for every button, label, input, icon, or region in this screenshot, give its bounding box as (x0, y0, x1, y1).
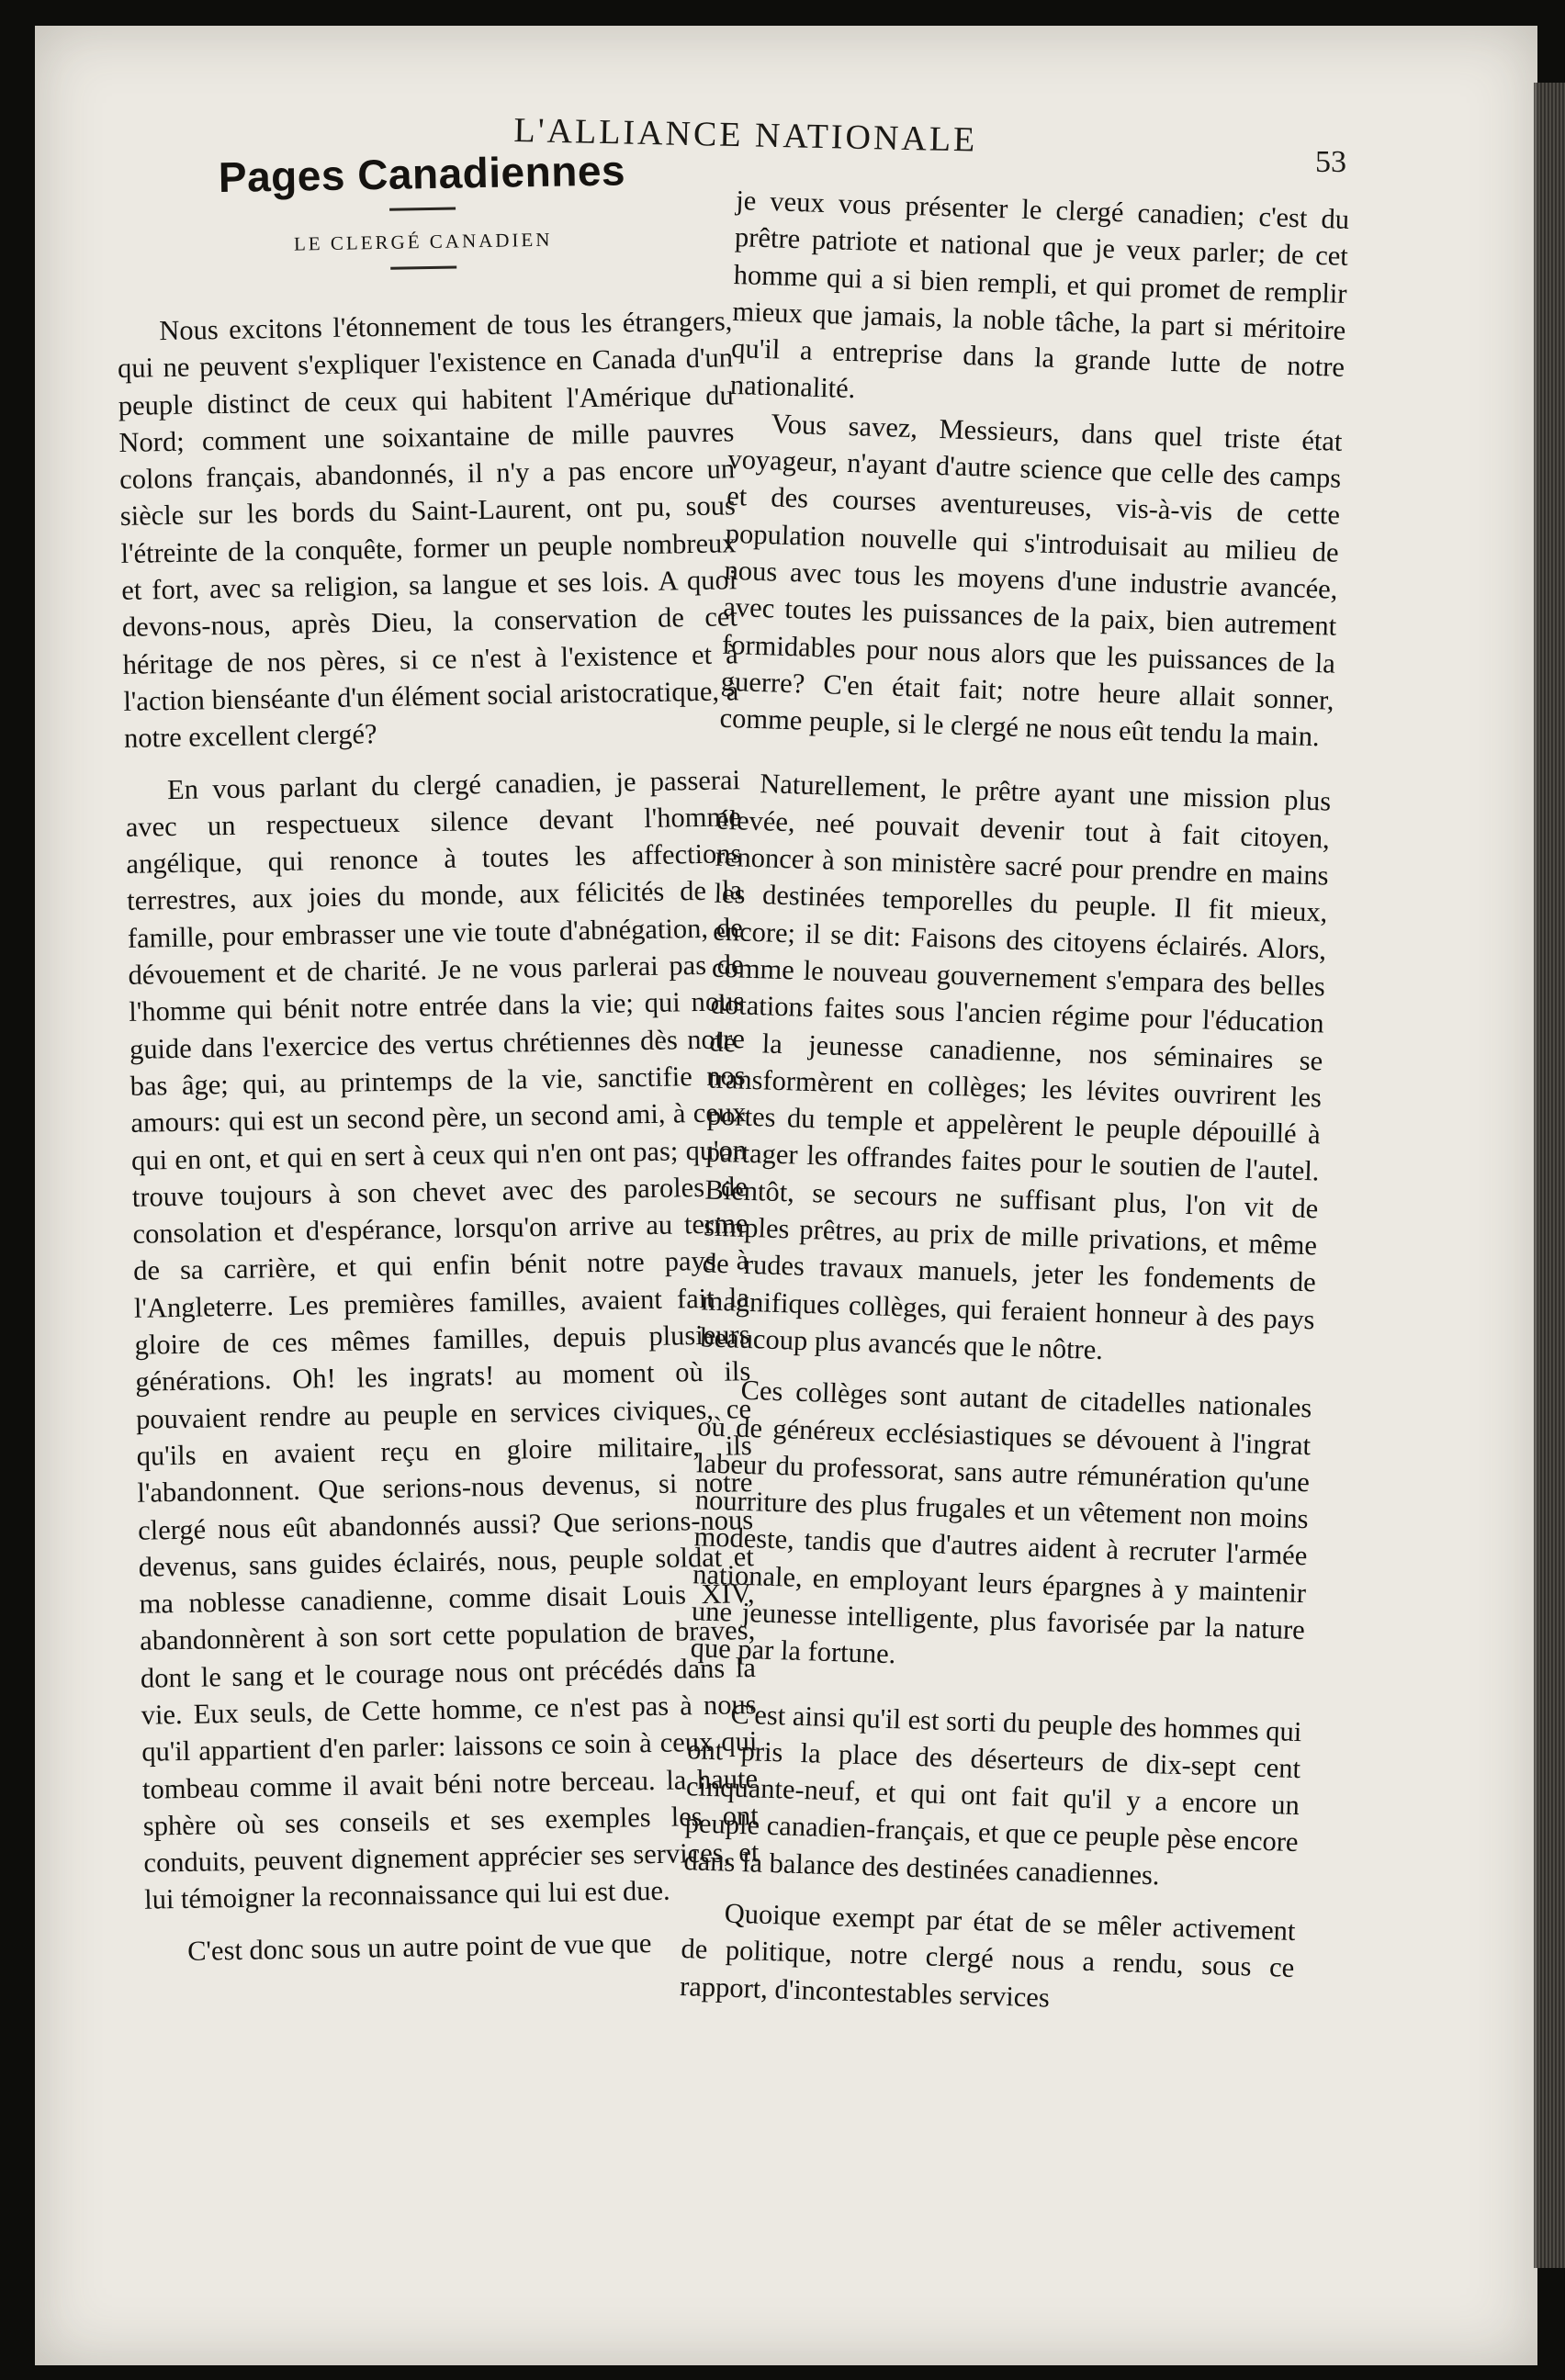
left-column (114, 143, 760, 1970)
page-number: 53 (1315, 145, 1346, 179)
paragraph: C'est ainsi qu'il est sorti du peuple des hommes qui ont pris la place des déserteurs de dix-sept cent cinquante-neuf, et qui ont fait qu'il y a encore un peuple canadien-français, et que ce peuple pèse encore dans la balance des destinées canadiennes. (683, 1698, 1302, 1892)
book-page-edges (1534, 83, 1565, 2268)
title-rule (389, 208, 456, 211)
paragraph: Naturellement, le prêtre ayant une mission plus élevée, neé pouvait devenir tout à fait citoyen, renoncer à son ministère sacré pour prendre en mains les destinées temporelles du peuple. Il fit mieux, encore; il se dit: Faisons des citoyens éclairés. Alors, comme le nouveau gouvernement s'empara des belles dotations faites sous l'ancien régime pour l'éducation de la jeunesse canadienne, nos séminaires se transformèrent en collèges; les lévites ouvrirent les portes du temple et appelèrent le peuple dépouillé à partager les offrandes faites pour le soutien de l'autel. Bientôt, se secours ne suffisant plus, l'on vit de simples prêtres, au prix de mille privations, et même de rudes travaux manuels, jeter les fondements de magnifiques collèges, qui feraient honneur à des pays beaucoup plus avancés que le nôtre. (699, 768, 1332, 1366)
paragraph: je veux vous présenter le clergé canadien; c'est du prêtre patriote et national que je veux parler; de cet homme qui a si bien rempli, et qui promet de remplir mieux que jamais, la noble tâche, la part si méritoire qu'il a entreprise dans la grande lutte de notre nationalité. (729, 184, 1350, 405)
paragraph: C'est donc sous un autre point de vue que (186, 1926, 652, 1967)
paragraph: Nous excitons l'étonnement de tous les étrangers, qui ne peuvent s'expliquer l'existence en Canada d'un peuple distinct de ceux qui habitent l'Amérique du Nord; comment une soixantaine de mille pauvres colons français, abandonnés, il n'y a pas encore un siècle sur les bords du Saint-Laurent, ont pu, sous l'étreinte de la conquête, former un peuple nombreux et fort, avec sa religion, sa langue et ses lois. A quoi devons-nous, après Dieu, la conservation de cet héritage de nos pères, si ce n'est à l'existence et à l'action bienséante d'un élément social aristocratique, à notre excellent clergé? (117, 305, 739, 755)
article-subtitle: LE CLERGÉ CANADIEN (293, 228, 553, 255)
paragraph: Ces collèges sont autant de citadelles nationales où de généreux ecclésiastiques se dévouent à l'ingrat labeur du professorat, sans autre rémunération qu'une nourriture des plus frugales et un vêtement non moins modeste, tandis que d'autres aident à recruter l'armée nationale, en employant leurs épargnes à y maintenir une jeunesse intelligente, plus favorisée par la nature que par la fortune. (690, 1375, 1312, 1670)
paragraph: Vous savez, Messieurs, dans quel triste état voyageur, n'ayant d'autre science que celle des camps et des courses aventureuses, vis-à-vis de cette population nouvelle qui s'introduisait au milieu de nous avec tous les moyens d'une industrie avancée, avec toutes les puissances de la paix, bien autrement formidables pour nous alors que les puissances de la guerre? C'en était fait; notre heure allait sonner, comme peuple, si le clergé ne nous eût tendu la main. (719, 408, 1343, 753)
paragraph: En vous parlant du clergé canadien, je passerai avec un respectueux silence devant l'homme angélique, qui renonce à toutes les affections terrestres, aux joies du monde, aux félicités de la famille, pour embrasser une vie toute d'abnégation, de dévouement et de charité. Je ne vous parlerai pas de l'homme qui bénit notre entrée dans la vie; qui nous guide dans l'exercice des vertus chrétiennes dès notre bas âge; qui, au printemps de la vie, sanctifie nos amours: qui est un second père, un second ami, à ceux qui en ont, et qui en sert à ceux qui n'en ont pas; qu'on trouve toujours à son chevet avec des paroles de consolation et d'espérance, lorsqu'on arrive au terme de sa carrière, et qui enfin bénit notre pays à l'Angleterre. Les premières familles, avaient fait la gloire de ces mêmes familles, depuis plusieurs générations. Oh! les ingrats! au moment où ils pouvaient rendre au peuple en services civiques, ce qu'ils en avaient reçu en gloire militaire, ils l'abandonnent. Que serions-nous devenus, si notre clergé nous eût abandonnés aussi? Que serions-nous devenus, sans guides éclairés, nous, peuple soldat et ma noblesse canadienne, comme disait Louis XIV, abandonnèrent à son sort cette population de braves, dont le sang et le courage nous ont précédés dans la vie. Eux seuls, de Cette homme, ce n'est pas à nous qu'il appartient d'en parler: laissons ce soin à ceux qui tombeau comme il avait béni notre berceau. la haute sphère où ses conseils et ses exemples les ont conduits, peuvent dignement apprécier ses services, et lui témoigner la reconnaissance qui lui est due. (125, 763, 760, 1916)
article-title: Pages Canadiennes (218, 146, 626, 202)
paragraph: Quoique exempt par état de se mêler activement de politique, notre clergé nous a rendu, sous ce rapport, d'incontestables services (679, 1897, 1296, 2014)
running-header: L'ALLIANCE NATIONALE (513, 110, 978, 160)
subtitle-rule (390, 266, 456, 270)
right-column (680, 182, 1350, 2024)
